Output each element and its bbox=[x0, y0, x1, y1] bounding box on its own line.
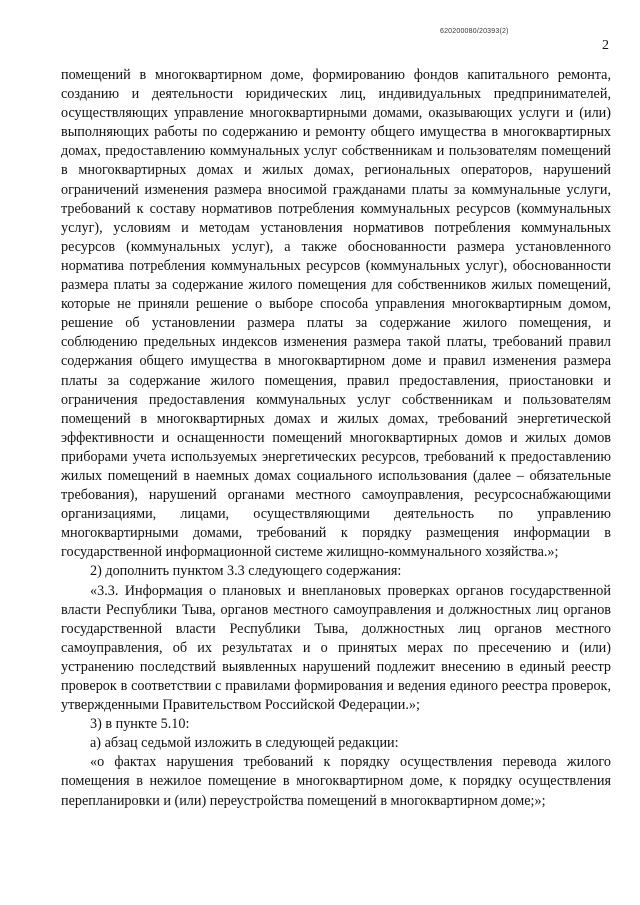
document-body bbox=[61, 66, 611, 811]
paragraph-subitem-a: а) абзац седьмой изложить в следующей редакции: bbox=[90, 735, 399, 752]
paragraph-continuation: помещений в многоквартирном доме, формированию фондов капитального ремонта, созданию и деятельности юридических лиц, индивидуальных предпринимателей, осуществляющих управление многоквартирными домами, оказывающих услуги и (или) выполняющих работы по содержанию и ремонту общего имущества в многоквартирных домах, предоставлению коммунальных услуг собственникам и пользователям помещений в многоквартирных домах и жилых домах, региональных операторов, нарушений ограничений изменения размера вносимой гражданами платы за коммунальные услуги, требований к составу нормативов потребления коммунальных ресурсов (коммунальных услуг), условиям и методам установления нормативов потребления коммунальных ресурсов (коммунальных услуг), а также обоснованности размера установленного норматива потребления коммунальных ресурсов (коммунальных услуг), обоснованности размера платы за содержание жилого помещения для собственников жилых помещений, которые не приняли решение о выборе способа управления многоквартирным домом, решение об установлении размера платы за содержание жилого помещения, и соблюдению предельных индексов изменения размера такой платы, требований правил содержания общего имущества в многоквартирном доме и правил изменения размера платы за содержание жилого помещения, правил предоставления, приостановки и ограничения предоставления коммунальных услуг собственникам и пользователям помещений в многоквартирных домах и жилых домах, требований энергетической эффективности и оснащенности помещений многоквартирных домов и жилых домов приборами учета используемых энергетических ресурсов, требований к предоставлению жилых помещений в наемных домах социального использования (далее – обязательные требования), нарушений органами местного самоуправления, ресурсоснабжающими организациями, лицами, осуществляющими деятельность по управлению многоквартирными домами, требований к порядку размещения информации в государственной информационной системе жилищно-коммунального хозяйства.»; bbox=[61, 67, 611, 561]
paragraph-item-3: 3) в пункте 5.10: bbox=[90, 716, 190, 733]
page-number: 2 bbox=[602, 38, 609, 53]
paragraph-quote-violations: «о фактах нарушения требований к порядку осуществления перевода жилого помещения в нежилое помещение в многоквартирном доме, к порядку осуществления перепланировки и (или) переустройства помещений в многоквартирном доме;»; bbox=[61, 754, 611, 809]
document-id: 620200080/20393(2) bbox=[440, 28, 509, 35]
paragraph-item-2: 2) дополнить пунктом 3.3 следующего содержания: bbox=[90, 563, 402, 580]
paragraph-quote-3-3: «3.3. Информация о плановых и внеплановых проверках органов государственной власти Республики Тыва, органов местного самоуправления и должностных лиц органов государственной власти Республики Тыва, должностных лиц органов местного самоуправления, об их результатах и о принятых мерах по пресечению и (или) устранению последствий выявленных нарушений подлежит внесению в единый реестр проверок в соответствии с правилами формирования и ведения единого реестра проверок, утвержденными Правительством Российской Федерации.»; bbox=[61, 582, 611, 714]
